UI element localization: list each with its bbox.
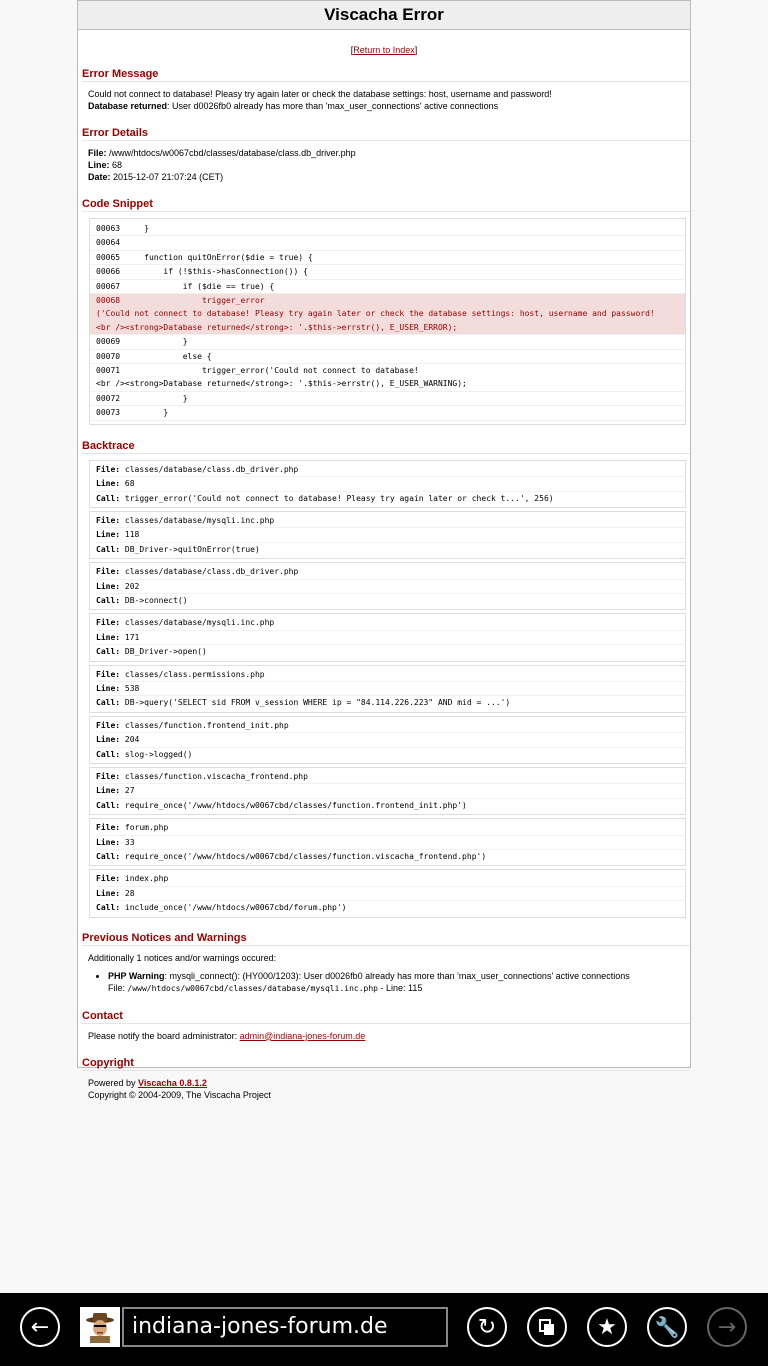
backtrace-file-value: classes/function.frontend_init.php [120,720,289,730]
backtrace-file-label: File: [96,618,121,628]
site-favicon [80,1307,120,1347]
date-value: 2015-12-07 21:07:24 (CET) [110,172,224,182]
backtrace-line-label: Line: [96,479,121,489]
code-snippet [89,218,686,425]
backtrace-call [96,799,685,812]
backtrace-file-label: File: [96,874,121,884]
backtrace-call [96,696,685,709]
indiana-jones-icon [85,1311,115,1343]
backtrace-file-value: forum.php [120,823,169,833]
return-link-row [78,45,690,57]
backtrace-line [96,580,685,594]
backtrace-file [96,565,685,579]
favorites-button[interactable] [587,1307,627,1347]
backtrace-file-value: classes/database/mysqli.inc.php [120,515,275,525]
backtrace-call-label: Call: [96,544,121,554]
backtrace-line-value: 204 [120,735,140,745]
backtrace-heading: Backtrace [82,439,135,452]
code-line: 00064 [90,236,685,250]
backtrace-entry [89,869,686,917]
copyright-text: Copyright © 2004-2009, The Viscacha Project [88,1089,271,1100]
warning-item [108,970,680,995]
backtrace-call-label: Call: [96,800,121,810]
backtrace-line-label: Line: [96,530,121,540]
contact-body [78,1030,690,1042]
bracket-open: [ [350,45,354,55]
code-line: 00066 if (!$this->hasConnection()) { [90,265,685,279]
backtrace-line-value: 202 [120,581,140,591]
error-message-heading: Error Message [82,68,159,80]
address-bar[interactable]: indiana-jones-forum.de [122,1307,448,1347]
backtrace-file-label: File: [96,567,121,577]
backtrace-line [96,682,685,696]
warning-line: - Line: 115 [377,982,423,993]
backtrace-line [96,528,685,542]
backtrace-call [96,492,685,505]
error-message-body [78,88,690,112]
backtrace-call [96,748,685,761]
backtrace-call-label: Call: [96,493,121,503]
warning-label: PHP Warning [108,970,165,981]
backtrace-entry [89,613,686,661]
code-line: 00072 } [90,392,685,406]
db-returned-text: : User d0026fb0 already has more than 'max_user_connections' active connections [167,101,499,111]
notices-heading: Previous Notices and Warnings [82,931,247,944]
tabs-button[interactable] [527,1307,567,1347]
backtrace-line [96,887,685,901]
backtrace-line-value: 118 [120,530,140,540]
tabs-icon [538,1318,556,1336]
backtrace-call [96,543,685,556]
return-to-index-link[interactable]: Return to Index [353,45,415,55]
backtrace-call-label: Call: [96,903,121,913]
error-details-body [78,147,690,183]
backtrace-call-label: Call: [96,595,121,605]
backtrace-line-value: 27 [120,786,135,796]
favorite-icon: ★ [597,1314,617,1340]
backtrace-file-value: classes/database/class.db_driver.php [120,464,299,474]
backtrace-line-label: Line: [96,683,121,693]
backtrace-file-label: File: [96,823,121,833]
backtrace-file-label: File: [96,515,121,525]
backtrace-file [96,719,685,733]
refresh-icon: ↻ [477,1314,497,1340]
warning-file-prefix: File: [108,982,128,993]
admin-email-link[interactable]: admin@indiana-jones-forum.de [239,1030,366,1041]
code-line: 00065 function quitOnError($die = true) { [90,251,685,265]
backtrace-file-label: File: [96,772,121,781]
backtrace-line-label: Line: [96,735,121,745]
backtrace-file [96,872,685,886]
backtrace-call-value: DB->query('SELECT sid FROM v_session WHERE ip = "84.114.226.223" AND mid = ...') [120,698,511,708]
backtrace-line-value: 538 [120,683,140,693]
backtrace-file-value: classes/database/class.db_driver.php [120,567,299,577]
error-page [77,0,691,1100]
notices-intro: Additionally 1 notices and/or warnings occured: [88,952,277,963]
forward-icon: → [717,1314,737,1340]
backtrace-entry [89,665,686,713]
backtrace-line [96,477,685,491]
viscacha-link[interactable]: Viscacha 0.8.1.2 [138,1077,207,1088]
backtrace-line-label: Line: [96,581,121,591]
contact-text: Please notify the board administrator: [88,1030,240,1041]
backtrace-entry [89,818,686,866]
backtrace-file [96,821,685,835]
backtrace-file-value: classes/class.permissions.php [120,669,265,679]
line-label: Line: [88,160,110,170]
backtrace-line-label: Line: [96,888,121,898]
backtrace-file-label: File: [96,669,121,679]
backtrace-call-value: slog->logged() [120,749,193,759]
backtrace-line-value: 33 [120,837,135,847]
back-icon: ← [30,1314,50,1340]
backtrace-call-label: Call: [96,852,121,862]
code-line: 00067 if ($die == true) { [90,280,685,294]
backtrace-call-value: DB_Driver->quitOnError(true) [120,544,260,554]
code-line: 00070 else { [90,350,685,364]
backtrace-file [96,770,685,784]
backtrace-call-value: DB->connect() [120,595,188,605]
code-line: 00071 trigger_error('Could not connect to database! <br /><strong>Database returned</strong>: '.$this->errstr(), E_USER_WARNING); [90,364,685,392]
date-label: Date: [88,172,111,182]
bracket-close: ] [414,45,418,55]
backtrace-file-label: File: [96,720,121,730]
backtrace-call-label: Call: [96,749,121,759]
code-snippet-heading: Code Snippet [82,198,153,210]
backtrace-entry [89,562,686,610]
code-line: 00063 } [90,222,685,236]
file-value: /www/htdocs/w0067cbd/classes/database/class.db_driver.php [106,148,356,158]
backtrace-line-label: Line: [96,632,121,642]
refresh-button[interactable] [467,1307,507,1347]
backtrace-line-value: 68 [120,479,135,489]
contact-heading: Contact [82,1009,123,1022]
tools-icon: 🔧 [654,1315,680,1339]
backtrace-file [96,514,685,528]
backtrace-entry [89,460,686,508]
backtrace-file-value: index.php [120,874,169,884]
backtrace-list [78,460,690,918]
backtrace-file-value: classes/function.viscacha_frontend.php [120,772,308,781]
backtrace-call-value: require_once('/www/htdocs/w0067cbd/classes/function.viscacha_frontend.php') [120,852,487,862]
backtrace-call-value: DB_Driver->open() [120,647,207,657]
forward-button[interactable] [707,1307,747,1347]
backtrace-call-value: trigger_error('Could not connect to database! Pleasy try again later or check t...', 256) [120,493,554,503]
backtrace-call [96,594,685,607]
file-label: File: [88,148,107,158]
backtrace-line [96,784,685,798]
tools-button[interactable] [647,1307,687,1347]
warning-text: : mysqli_connect(): (HY000/1203): User d0026fb0 already has more than 'max_user_connections' active connections [164,970,630,981]
backtrace-call-value: require_once('/www/htdocs/w0067cbd/classes/function.frontend_init.php') [120,800,467,810]
backtrace-call [96,850,685,863]
powered-by-text: Powered by [88,1077,139,1088]
backtrace-entry [89,716,686,764]
back-button[interactable] [20,1307,60,1347]
backtrace-file-value: classes/database/mysqli.inc.php [120,618,275,628]
code-line: 00069 } [90,335,685,349]
copyright-heading: Copyright [82,1056,134,1069]
error-details-heading: Error Details [82,127,149,139]
db-returned-label: Database returned [88,101,168,111]
copyright-body [78,1077,690,1101]
line-value: 68 [109,160,123,170]
backtrace-call-value: include_once('/www/htdocs/w0067cbd/forum.php') [120,903,347,913]
page-title: Viscacha Error [78,1,690,30]
backtrace-line-label: Line: [96,786,121,796]
backtrace-call-label: Call: [96,698,121,708]
backtrace-entry [89,511,686,559]
backtrace-line-value: 28 [120,888,135,898]
backtrace-file [96,616,685,630]
backtrace-line [96,836,685,850]
backtrace-file [96,463,685,477]
warning-file-path: /www/htdocs/w0067cbd/classes/database/mysqli.inc.php [127,983,378,993]
backtrace-line-value: 171 [120,632,140,642]
backtrace-call [96,645,685,658]
notices-body [78,952,690,995]
browser-app-bar [0,1293,768,1366]
backtrace-line [96,733,685,747]
backtrace-line [96,631,685,645]
backtrace-call [96,901,685,914]
backtrace-entry [89,767,686,815]
backtrace-call-label: Call: [96,647,121,657]
error-message-text: Could not connect to database! Pleasy try again later or check the database settings: host, username and password! [88,89,552,99]
backtrace-file-label: File: [96,464,121,474]
code-line: 00073 } [90,406,685,420]
code-line: 00068 trigger_error ('Could not connect to database! Pleasy try again later or check the database settings: host, username and password! <br /><strong>Database returned</strong>: '.$this->errstr(), E_USER_ERROR); [90,294,685,335]
backtrace-file [96,668,685,682]
backtrace-line-label: Line: [96,837,121,847]
